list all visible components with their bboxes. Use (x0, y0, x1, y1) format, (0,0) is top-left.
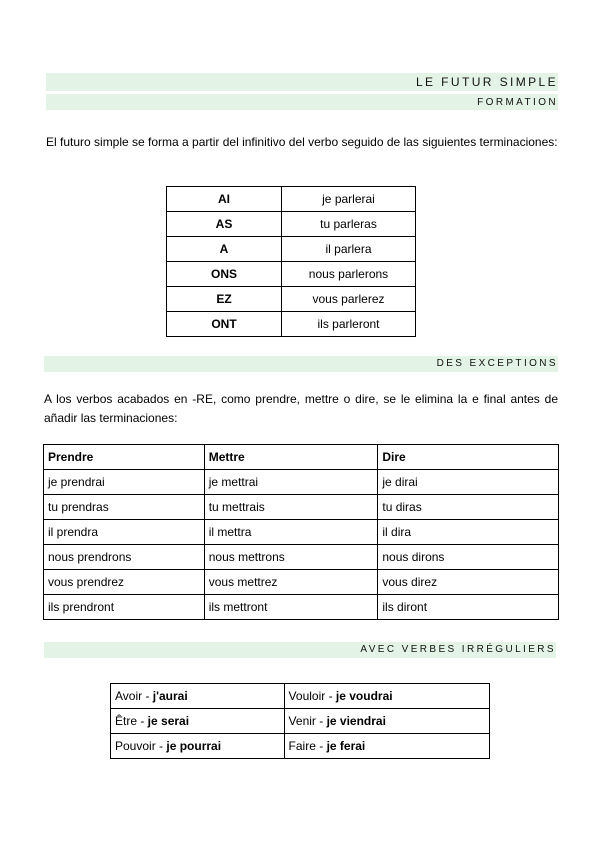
verb-form: je viendrai (326, 714, 386, 728)
form-cell: je parlerai (282, 187, 416, 212)
table-cell: vous prendrez (44, 570, 205, 595)
table-row (44, 595, 559, 620)
verb-form: je ferai (326, 739, 366, 753)
column-header: Mettre (204, 445, 378, 470)
ending-cell: AI (167, 187, 282, 212)
table-row (167, 287, 416, 312)
endings-table (166, 186, 416, 337)
form-cell: vous parlerez (282, 287, 416, 312)
table-row (111, 709, 490, 734)
table-cell: nous mettrons (204, 545, 378, 570)
table-row (44, 545, 559, 570)
verb-name: Pouvoir - (115, 739, 167, 753)
table-cell: je dirai (378, 470, 559, 495)
table-row (167, 312, 416, 337)
section-title-formation: FORMATION (477, 97, 558, 108)
form-cell: nous parlerons (282, 262, 416, 287)
table-row (44, 520, 559, 545)
exceptions-band (44, 356, 558, 372)
ending-cell: AS (167, 212, 282, 237)
irregular-cell (284, 684, 489, 709)
table-cell: vous mettrez (204, 570, 378, 595)
table-row (111, 684, 490, 709)
ending-cell: ONT (167, 312, 282, 337)
table-cell: ils diront (378, 595, 559, 620)
table-row (44, 495, 559, 520)
irregular-cell (284, 709, 489, 734)
exceptions-paragraph: A los verbos acabados en -RE, como prendre, mettre o dire, se le elimina la e final antes de añadir las terminaciones: (44, 392, 558, 425)
irregular-table (110, 683, 490, 759)
subtitle-band (46, 94, 558, 110)
verb-form: je voudrai (335, 689, 393, 703)
form-cell: il parlera (282, 237, 416, 262)
table-row (167, 212, 416, 237)
irregular-cell (111, 709, 285, 734)
irregular-cell (284, 734, 489, 759)
column-header: Dire (378, 445, 559, 470)
verb-name: Être - (115, 714, 148, 728)
table-cell: nous dirons (378, 545, 559, 570)
ending-cell: EZ (167, 287, 282, 312)
section-title-exceptions: DES EXCEPTIONS (436, 358, 558, 369)
verb-name: Venir - (288, 714, 327, 728)
form-cell: ils parleront (282, 312, 416, 337)
verb-form: je pourrai (166, 739, 222, 753)
intro-paragraph: El futuro simple se forma a partir del infinitivo del verbo seguido de las siguientes terminaciones: (46, 135, 558, 149)
verb-form: j'aurai (152, 689, 188, 703)
table-cell: je prendrai (44, 470, 205, 495)
form-cell: tu parleras (282, 212, 416, 237)
title-band (46, 73, 558, 91)
verb-name: Faire - (288, 739, 327, 753)
page-title: LE FUTUR SIMPLE (415, 75, 558, 89)
table-cell: tu mettrais (204, 495, 378, 520)
column-header: Prendre (44, 445, 205, 470)
irregular-cell (111, 734, 285, 759)
table-row (167, 237, 416, 262)
irregular-band (44, 642, 556, 658)
table-cell: il prendra (44, 520, 205, 545)
ending-cell: A (167, 237, 282, 262)
exceptions-table (43, 444, 559, 620)
table-cell: il mettra (204, 520, 378, 545)
verb-name: Vouloir - (288, 689, 336, 703)
irregular-cell (111, 684, 285, 709)
table-row (111, 734, 490, 759)
table-cell: nous prendrons (44, 545, 205, 570)
table-header-row (44, 445, 559, 470)
table-row (167, 187, 416, 212)
section-title-irregular: AVEC VERBES IRRÉGULIERS (360, 644, 556, 655)
table-row (44, 470, 559, 495)
table-cell: ils prendront (44, 595, 205, 620)
table-cell: ils mettront (204, 595, 378, 620)
table-cell: je mettrai (204, 470, 378, 495)
ending-cell: ONS (167, 262, 282, 287)
table-cell: il dira (378, 520, 559, 545)
verb-form: je serai (147, 714, 190, 728)
table-row (167, 262, 416, 287)
table-row (44, 570, 559, 595)
table-cell: tu diras (378, 495, 559, 520)
verb-name: Avoir - (115, 689, 153, 703)
table-cell: tu prendras (44, 495, 205, 520)
table-cell: vous direz (378, 570, 559, 595)
